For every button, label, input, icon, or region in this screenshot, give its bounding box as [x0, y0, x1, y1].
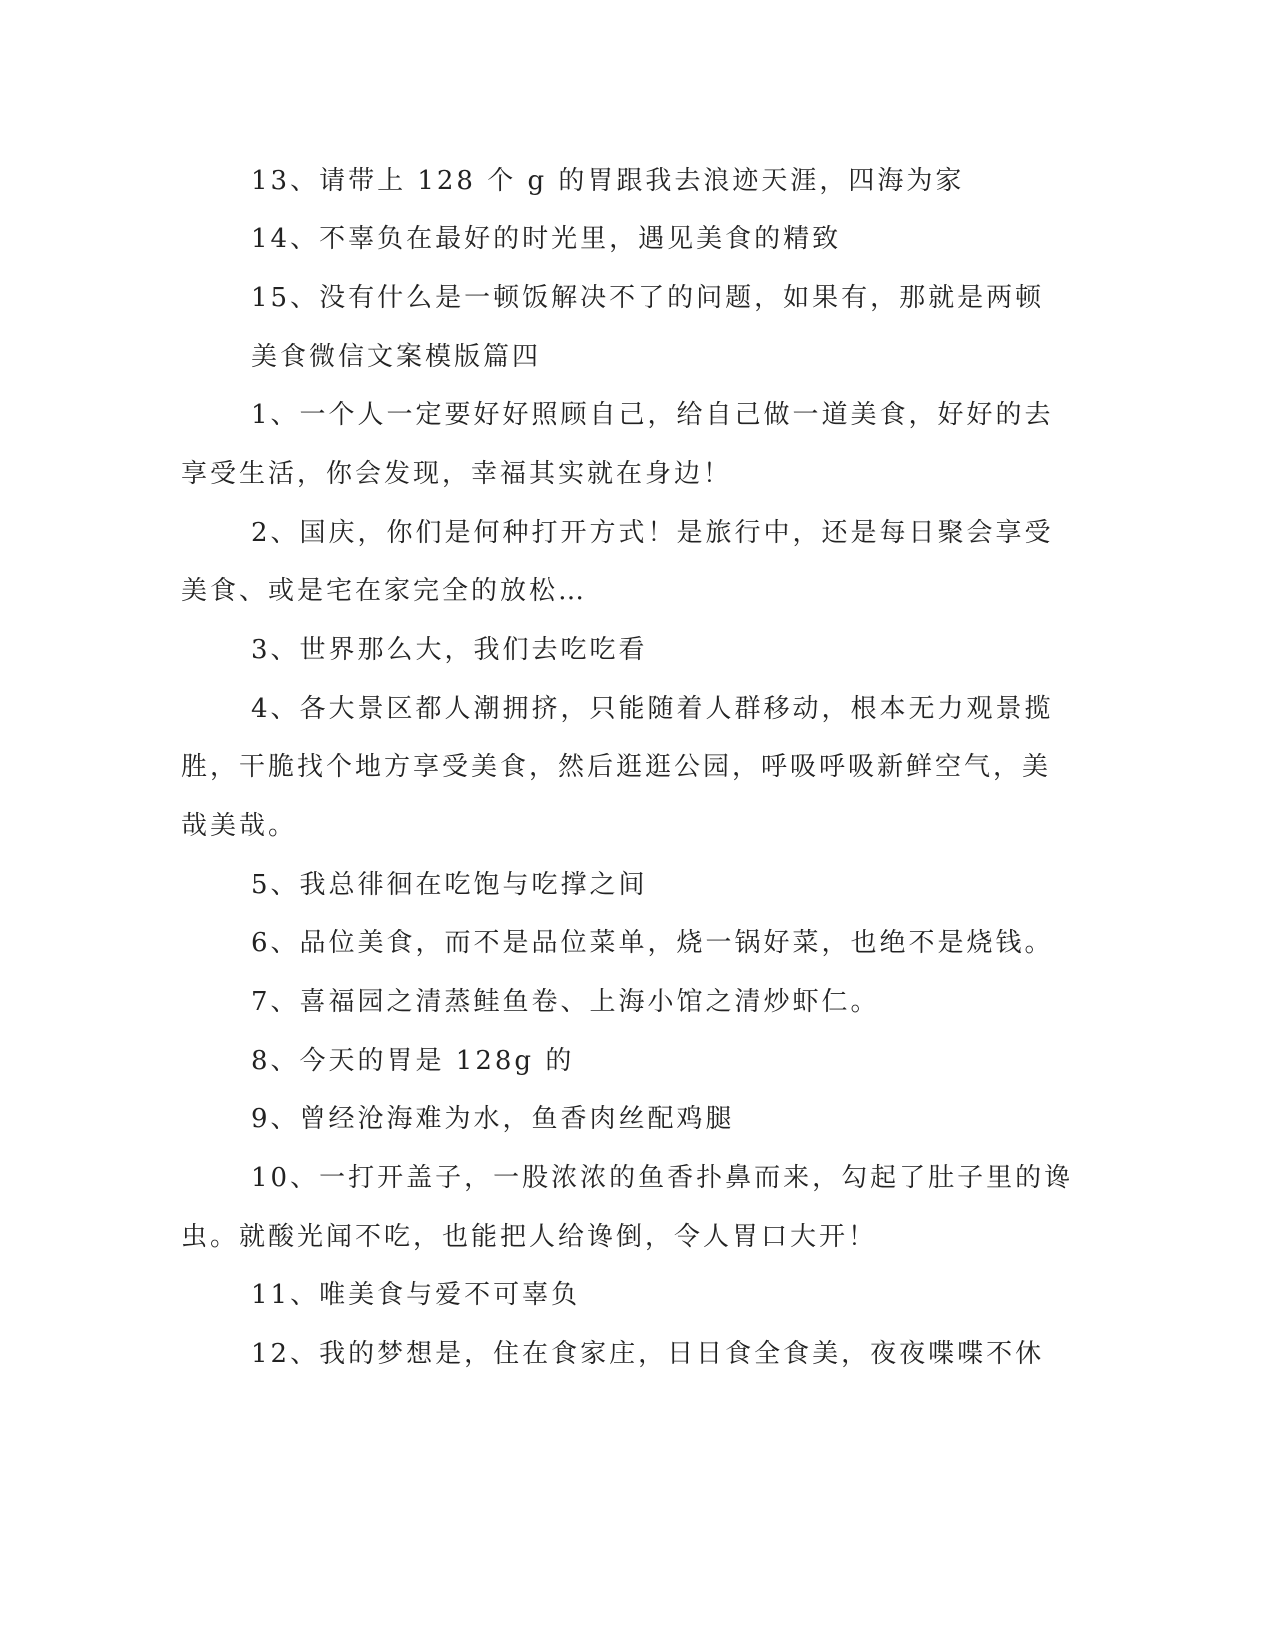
section-heading: 美食微信文案模版篇四: [251, 342, 542, 372]
list-item-4: 4、各大景区都人潮拥挤，只能随着人群移动，根本无力观景揽: [251, 694, 1054, 724]
list-item-13: 13、请带上 128 个 g 的胃跟我去浪迹天涯，四海为家: [251, 166, 965, 196]
list-item-8: 8、今天的胃是 128g 的: [251, 1046, 575, 1076]
list-item-14: 14、不辜负在最好的时光里，遇见美食的精致: [251, 224, 842, 254]
list-item-3: 3、世界那么大，我们去吃吃看: [251, 635, 648, 665]
list-item-1-continuation: 享受生活，你会发现，幸福其实就在身边！: [181, 459, 733, 489]
list-item-2: 2、国庆，你们是何种打开方式！是旅行中，还是每日聚会享受: [251, 518, 1054, 548]
list-item-9: 9、曾经沧海难为水，鱼香肉丝配鸡腿: [251, 1104, 735, 1134]
list-item-10: 10、一打开盖子，一股浓浓的鱼香扑鼻而来，勾起了肚子里的谗: [251, 1163, 1074, 1193]
list-item-4-continuation-2: 哉美哉。: [181, 811, 298, 841]
list-item-11: 11、唯美食与爱不可辜负: [251, 1280, 581, 1310]
list-item-6: 6、品位美食，而不是品位菜单，烧一锅好菜，也绝不是烧钱。: [251, 928, 1054, 958]
list-item-4-continuation: 胜，干脆找个地方享受美食，然后逛逛公园，呼吸呼吸新鲜空气，美: [181, 752, 1052, 782]
list-item-2-continuation: 美食、或是宅在家完全的放松…: [181, 576, 588, 606]
list-item-1: 1、一个人一定要好好照顾自己，给自己做一道美食，好好的去: [251, 400, 1054, 430]
list-item-7: 7、喜福园之清蒸鲑鱼卷、上海小馆之清炒虾仁。: [251, 987, 880, 1017]
list-item-15: 15、没有什么是一顿饭解决不了的问题，如果有，那就是两顿: [251, 283, 1045, 313]
list-item-12: 12、我的梦想是，住在食家庄，日日食全食美，夜夜喋喋不休: [251, 1339, 1045, 1369]
list-item-5: 5、我总徘徊在吃饱与吃撑之间: [251, 870, 648, 900]
list-item-10-continuation: 虫。就酸光闻不吃，也能把人给谗倒，令人胃口大开！: [181, 1222, 878, 1252]
